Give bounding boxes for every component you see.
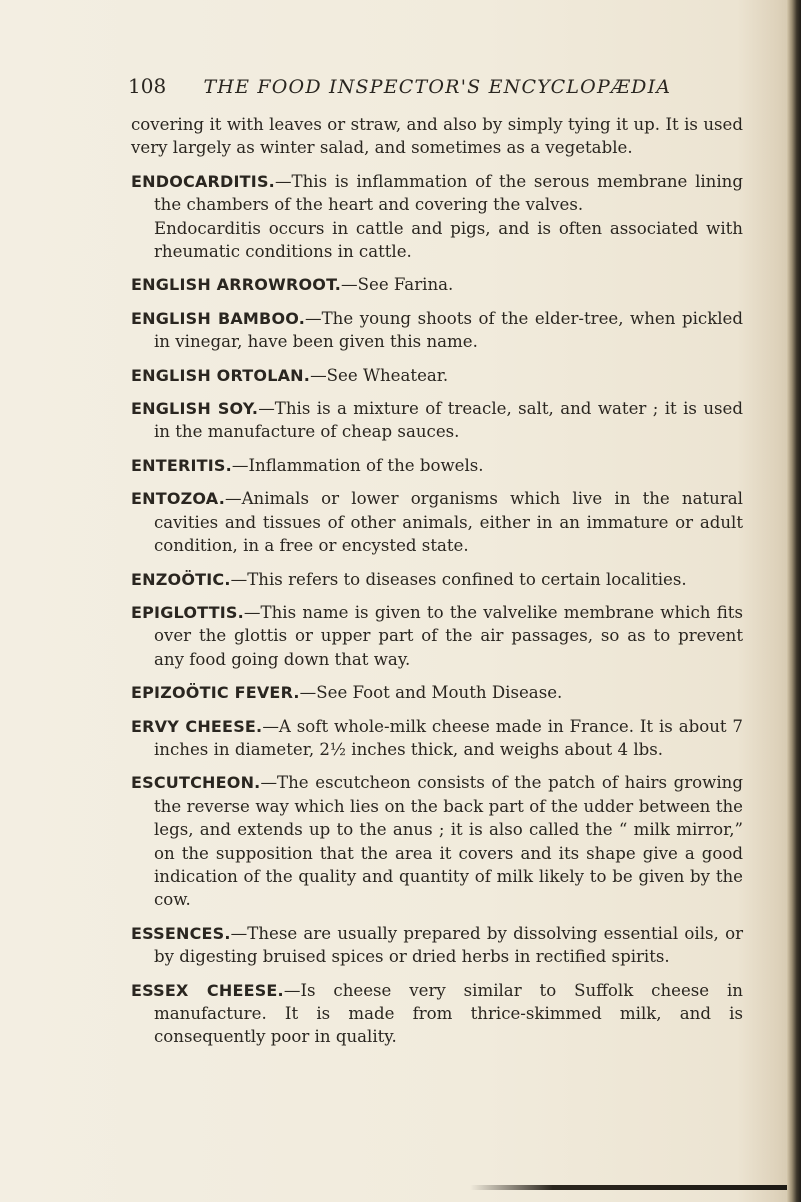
entry-essex-cheese (131, 979, 743, 1049)
entry-term: ENGLISH BAMBOO. (131, 308, 305, 328)
entry-enzootic (131, 568, 743, 591)
entry-text: —Animals or lower organisms which live in the natural cavities and tissues of other animals, either in an immature or adult condition, in a free or encysted state. (154, 489, 743, 556)
entry-term: ENTERITIS. (131, 455, 232, 475)
entry-text: —See Farina. (341, 275, 454, 295)
entry-text: —This name is given to the valvelike membrane which fits over the glottis or upper part of the air passages, so as to prevent any food going down that way. (154, 602, 743, 669)
entry-continued (131, 113, 743, 160)
entry-entozoa (131, 487, 743, 557)
entry-essences (131, 922, 743, 969)
entry-term: ENTOZOA. (131, 489, 225, 509)
entry-term: ENZOÖTIC. (131, 569, 231, 589)
entry-term: ESSEX CHEESE. (131, 980, 284, 1000)
entry-text: —Inflammation of the bowels. (231, 455, 484, 475)
page-number: 108 (128, 74, 167, 98)
entry-term: ESSENCES. (131, 923, 231, 943)
entry-endocarditis (131, 170, 743, 217)
entry-term: ENDOCARDITIS. (131, 171, 275, 191)
entry-term: ESCUTCHEON. (131, 773, 261, 793)
entry-text: —These are usually prepared by dissolving essential oils, or by digesting bruised spices or dried herbs in rectified spirits. (154, 923, 743, 967)
entry-term: ENGLISH SOY. (131, 399, 259, 419)
entry-term: ERVY CHEESE. (131, 716, 263, 736)
entry-text: —A soft whole-milk cheese made in France. It is about 7 inches in diameter, 2½ inches thick, and weighs about 4 lbs. (154, 716, 743, 759)
entry-text: —Is cheese very similar to Suffolk cheese in manufacture. It is made from thrice-skimmed milk, and is consequently poor in quality. (154, 980, 743, 1047)
entry-text: —See Foot and Mouth Disease. (299, 683, 563, 703)
entry-endocarditis-note (131, 217, 743, 264)
entry-english-ortolan (131, 364, 743, 387)
entry-escutcheon (131, 771, 743, 911)
page-body (131, 113, 743, 1059)
entry-text: —This is inflammation of the serous membrane lining the chambers of the heart and covering the valves. (154, 171, 743, 215)
entry-text: Endocarditis occurs in cattle and pigs, and is often associated with rheumatic conditions in cattle. (154, 218, 743, 262)
entry-text: —The young shoots of the elder-tree, when pickled in vinegar, have been given this name. (154, 308, 743, 352)
entry-text: —See Wheatear. (310, 365, 449, 385)
entry-text: —The escutcheon consists of the patch of hairs growing the reverse way which lies on the back part of the udder between the legs, and extends up to the anus ; it is also called the “ milk mirror,” on the supposition that the area it covers and its shape give a good indication of the quality and quantity of milk likely to be given by the cow. (154, 773, 743, 910)
entry-english-arrowroot (131, 273, 743, 296)
entry-enteritis (131, 454, 743, 477)
entry-english-bamboo (131, 307, 743, 354)
running-title: THE FOOD INSPECTOR'S ENCYCLOPÆDIA (203, 76, 672, 98)
entry-english-soy (131, 397, 743, 444)
entry-epizootic-fever (131, 681, 743, 704)
entry-ervy-cheese (131, 715, 743, 762)
entry-text: —This refers to diseases confined to certain localities. (230, 569, 687, 589)
entry-term: EPIZOÖTIC FEVER. (131, 683, 300, 703)
running-head (128, 74, 748, 98)
entry-term: ENGLISH ORTOLAN. (131, 365, 311, 385)
entry-term: EPIGLOTTIS. (131, 602, 244, 622)
entry-term: ENGLISH ARROWROOT. (131, 275, 342, 295)
entry-text: covering it with leaves or straw, and also by simply tying it up. It is used very largely as winter salad, and sometimes as a vegetable. (131, 115, 743, 158)
entry-epiglottis (131, 601, 743, 671)
page-bottom-shadow (470, 1185, 801, 1190)
book-spine-edge (787, 0, 801, 1202)
entry-text: —This is a mixture of treacle, salt, and water ; it is used in the manufacture of cheap sauces. (154, 399, 743, 442)
